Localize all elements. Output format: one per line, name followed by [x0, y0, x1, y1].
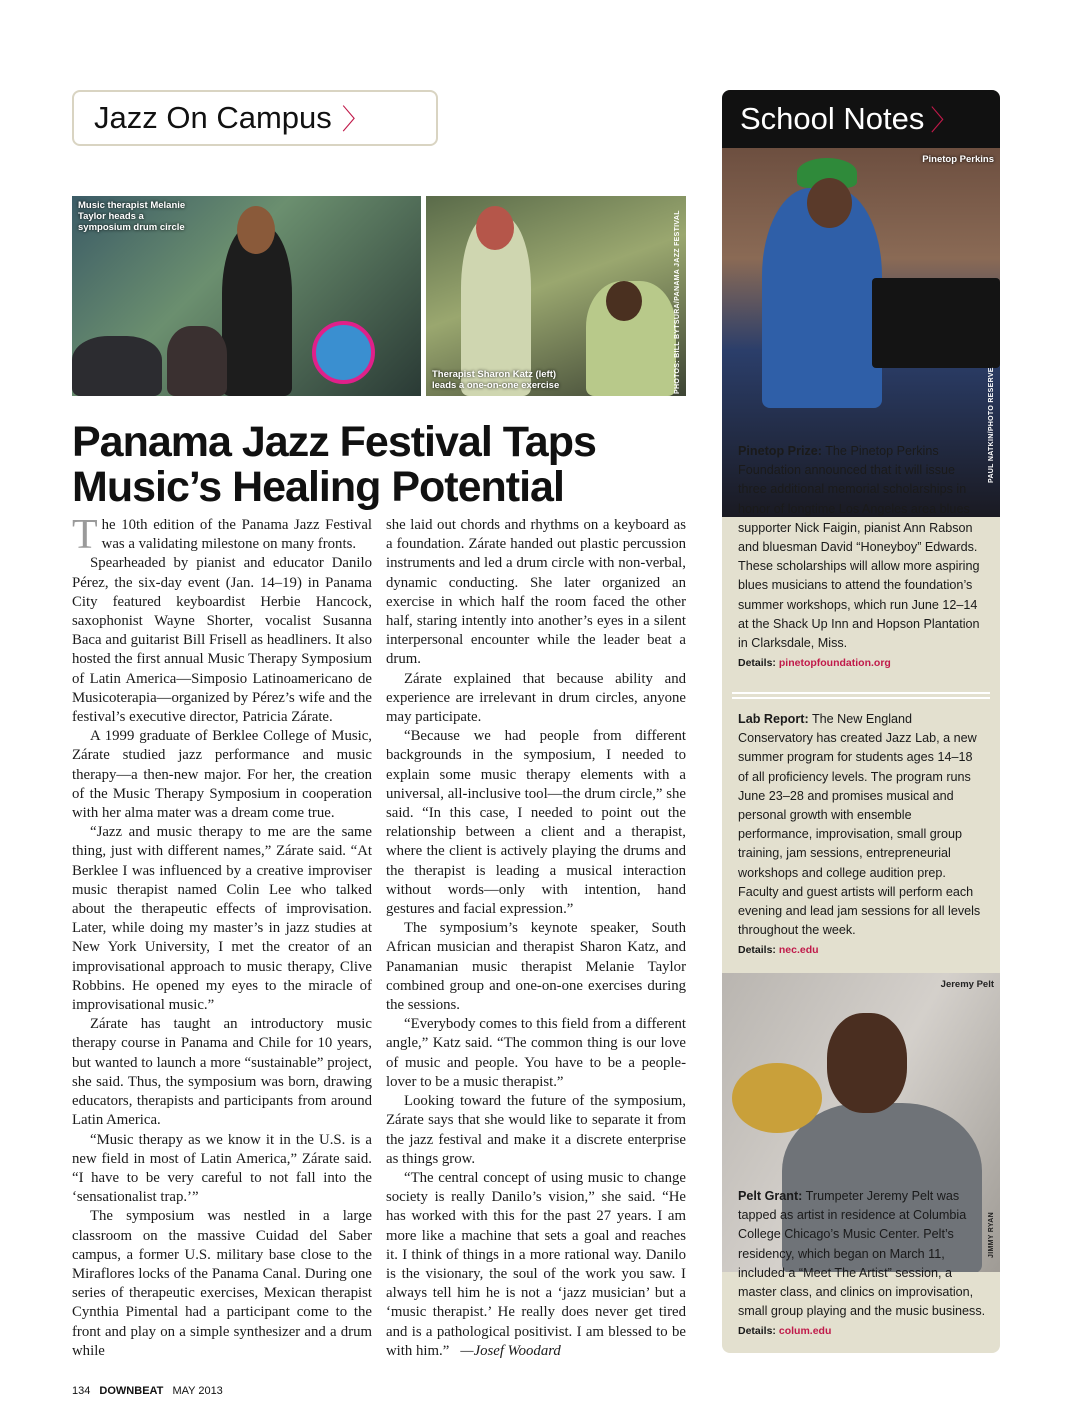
- photo-one-on-one: [426, 196, 686, 396]
- details-link[interactable]: nec.edu: [778, 944, 819, 957]
- note-lead: Pelt Grant:: [738, 1189, 803, 1203]
- photo-credit: JIMMY RYAN: [988, 1212, 995, 1258]
- paragraph: The symposium was nestled in a large classroom on the massive Cuidad del Saber campus, a former U.S. military base close to the Miraflores locks of the Panama Canal. During one series of therapeutic exercises, Mexican therapist Cynthia Pimental had a participant come to the front and play on a simple synthesizer and a drum while: [72, 1208, 372, 1359]
- headline: Panama Jazz Festival Taps Music’s Healing Potential: [72, 418, 596, 511]
- paragraph: The symposium’s keynote speaker, South African musician and therapist Sharon Katz, and Panamanian music therapist Melanie Taylor combined group and one-on-one exercises during the sessions.: [386, 920, 686, 1014]
- note-pelt-grant: [738, 1187, 986, 1342]
- details: Details: nec.edu: [738, 944, 819, 957]
- photo-credit: PHOTOS: BILL BYTSURA/PANAMA JAZZ FESTIVAL: [674, 210, 681, 394]
- paragraph: “The central concept of using music to change society is really Danilo’s vision,” she said. “He has worked with this for the past 27 years. I am more like a machine that sets a goal and reaches it. I think of things in a more rational way. Danilo is the visionary, the soul of the work you saw. I always tell him he is not a ‘jazz musician’ but a ‘music therapist.’ He really does never get tired and is a pathological positivist. I am blessed to be with him.” —Josef Woodard: [386, 1169, 686, 1359]
- note-pinetop-prize: [738, 442, 986, 673]
- photo-name: Pinetop Perkins: [922, 154, 994, 165]
- note-text: Trumpeter Jeremy Pelt was tapped as artist in residence at Columbia College Chicago’s Music Center. Pelt’s residency, which began on March 11, included a “Meet The Artist” session, a master class, and clinics on improvisation, small group playing and the music business.: [738, 1189, 986, 1319]
- paragraph: “Music therapy as we know it in the U.S. is a new field in most of Latin America,” Zárate said. “I have to be very careful to not fall into the ‘sensationalist trap.’”: [72, 1131, 372, 1206]
- sidebar-header: [722, 90, 1000, 148]
- paragraph: The 10th edition of the Panama Jazz Festival was a validating milestone on many fronts.: [72, 512, 372, 558]
- section-label: [72, 90, 438, 146]
- article-column-1: [72, 512, 372, 1361]
- chevron-right-icon: 〉: [341, 104, 370, 135]
- issue-date: MAY 2013: [172, 1385, 223, 1397]
- paragraph: “Because we had people from different backgrounds in the symposium, I needed to explain some music therapy elements with a universal, all-inclusive tool—the drum circle,” she said. “In this case, I needed to point out the relationship between a client and a therapist, where the client is actively playing the drums and the therapist is leading a musical interaction without words—only with intention, hand gestures and facial expression.”: [386, 728, 686, 918]
- details: Details: pinetopfoundation.org: [738, 657, 891, 670]
- school-notes-sidebar: [722, 90, 1000, 1353]
- details-link[interactable]: colum.edu: [778, 1325, 832, 1338]
- details: Details: colum.edu: [738, 1325, 832, 1338]
- drop-cap: T: [72, 512, 98, 558]
- magazine-name: DOWNBEAT: [99, 1385, 164, 1397]
- paragraph: “Everybody comes to this field from a different angle,” Katz said. “The common thing is our love of music and people. You have to be a people-lover to be a music therapist.”: [386, 1016, 686, 1090]
- note-lab-report: [738, 710, 986, 961]
- divider: [732, 692, 990, 699]
- paragraph: “Jazz and music therapy to me are the same thing, just with different names,” Zárate said. “At Berklee I was influenced by a creative improviser music therapist named Colin Lee who talked about the therapeutic effects of improvisation. Later, while doing my master’s in jazz studies at New York University, I met the creator of an improvisational approach to music therapy, Clive Robbins. He opened my eyes to the miracle of improvisational music.”: [72, 824, 372, 1014]
- details-link[interactable]: pinetopfoundation.org: [778, 657, 891, 670]
- photo-caption: Therapist Sharon Katz (left) leads a one-on-one exercise: [432, 369, 560, 391]
- chevron-right-icon: 〉: [930, 105, 959, 136]
- section-title: Jazz On Campus: [94, 100, 332, 135]
- sidebar-title: School Notes: [740, 101, 925, 136]
- paragraph: she laid out chords and rhythms on a keyboard as a foundation. Zárate handed out plastic percussion instruments and led a drum circle with non-verbal, dynamic conducting. She later organized an exercise in which half the room faced the other half, staring intently into another’s eyes in a silent interpersonal encounter while the leader beat a drum.: [386, 517, 686, 668]
- byline: —Josef Woodard: [460, 1342, 561, 1359]
- article-column-2: [386, 516, 686, 1361]
- paragraph: A 1999 graduate of Berklee College of Music, Zárate studied jazz performance and music therapy—a then-new major. For her, the creation of the Music Therapy Symposium in cooperation with her alma mater was a dream come true.: [72, 728, 372, 822]
- photo-credit: PAUL NATKIN/PHOTO RESERVE: [988, 367, 995, 483]
- paragraph: Zárate has taught an introductory music therapy course in Panama and Chile for 10 years, but wanted to launch a more “sustainable” project, she said. Thus, the symposium was born, drawing educators, therapists and participants from around Latin America.: [72, 1016, 372, 1129]
- paragraph: Looking toward the future of the symposium, Zárate says that she would like to separate it from the jazz festival and make it a discrete enterprise as things grow.: [386, 1093, 686, 1167]
- photo-name: Jeremy Pelt: [940, 979, 994, 990]
- note-lead: Lab Report:: [738, 712, 809, 726]
- photo-caption: Music therapist Melanie Taylor heads a symposium drum circle: [78, 200, 186, 233]
- note-lead: Pinetop Prize:: [738, 444, 822, 458]
- paragraph: Zárate explained that because ability and experience are irrelevant in drum circles, anyone may participate.: [386, 670, 686, 726]
- note-text: The New England Conservatory has created Jazz Lab, a new summer program for students ages 14–18 of all proficiency levels. The program runs June 23–28 and promises musical and personal growth with ensemble performance, improvisation, small group training, jam sessions, entrepreneurial workshops and college audition prep. Faculty and guest artists will perform each evening and lead jam sessions for all levels throughout the week.: [738, 712, 981, 938]
- page-folio: [72, 1385, 223, 1397]
- paragraph: Spearheaded by pianist and educator Danilo Pérez, the six-day event (Jan. 14–19) in Panama City featured keyboardist Herbie Hancock, saxophonist Wayne Shorter, vocalist Susanna Baca and guitarist Bill Frisell as headliners. It also hosted the first annual Music Therapy Symposium of Latin America—Simposio Latinoamericano de Musicoterapia—organized by Pérez’s wife and the festival’s executive director, Patricia Zárate.: [72, 555, 372, 726]
- page-number: 134: [72, 1385, 91, 1397]
- note-text: The Pinetop Perkins Foundation announced that it will issue three additional memorial scholarships in honor of longtime Los Angeles area blues supporter Nick Faigin, pianist Ann Rabson and bluesman David “Honeyboy” Edwards. These scholarships will allow more aspiring blues musicians to attend the foundation’s summer workshops, which run June 12–14 at the Shack Up Inn and Hopson Plantation in Clarksdale, Miss.: [738, 444, 980, 651]
- photo-drum-circle: [72, 196, 421, 396]
